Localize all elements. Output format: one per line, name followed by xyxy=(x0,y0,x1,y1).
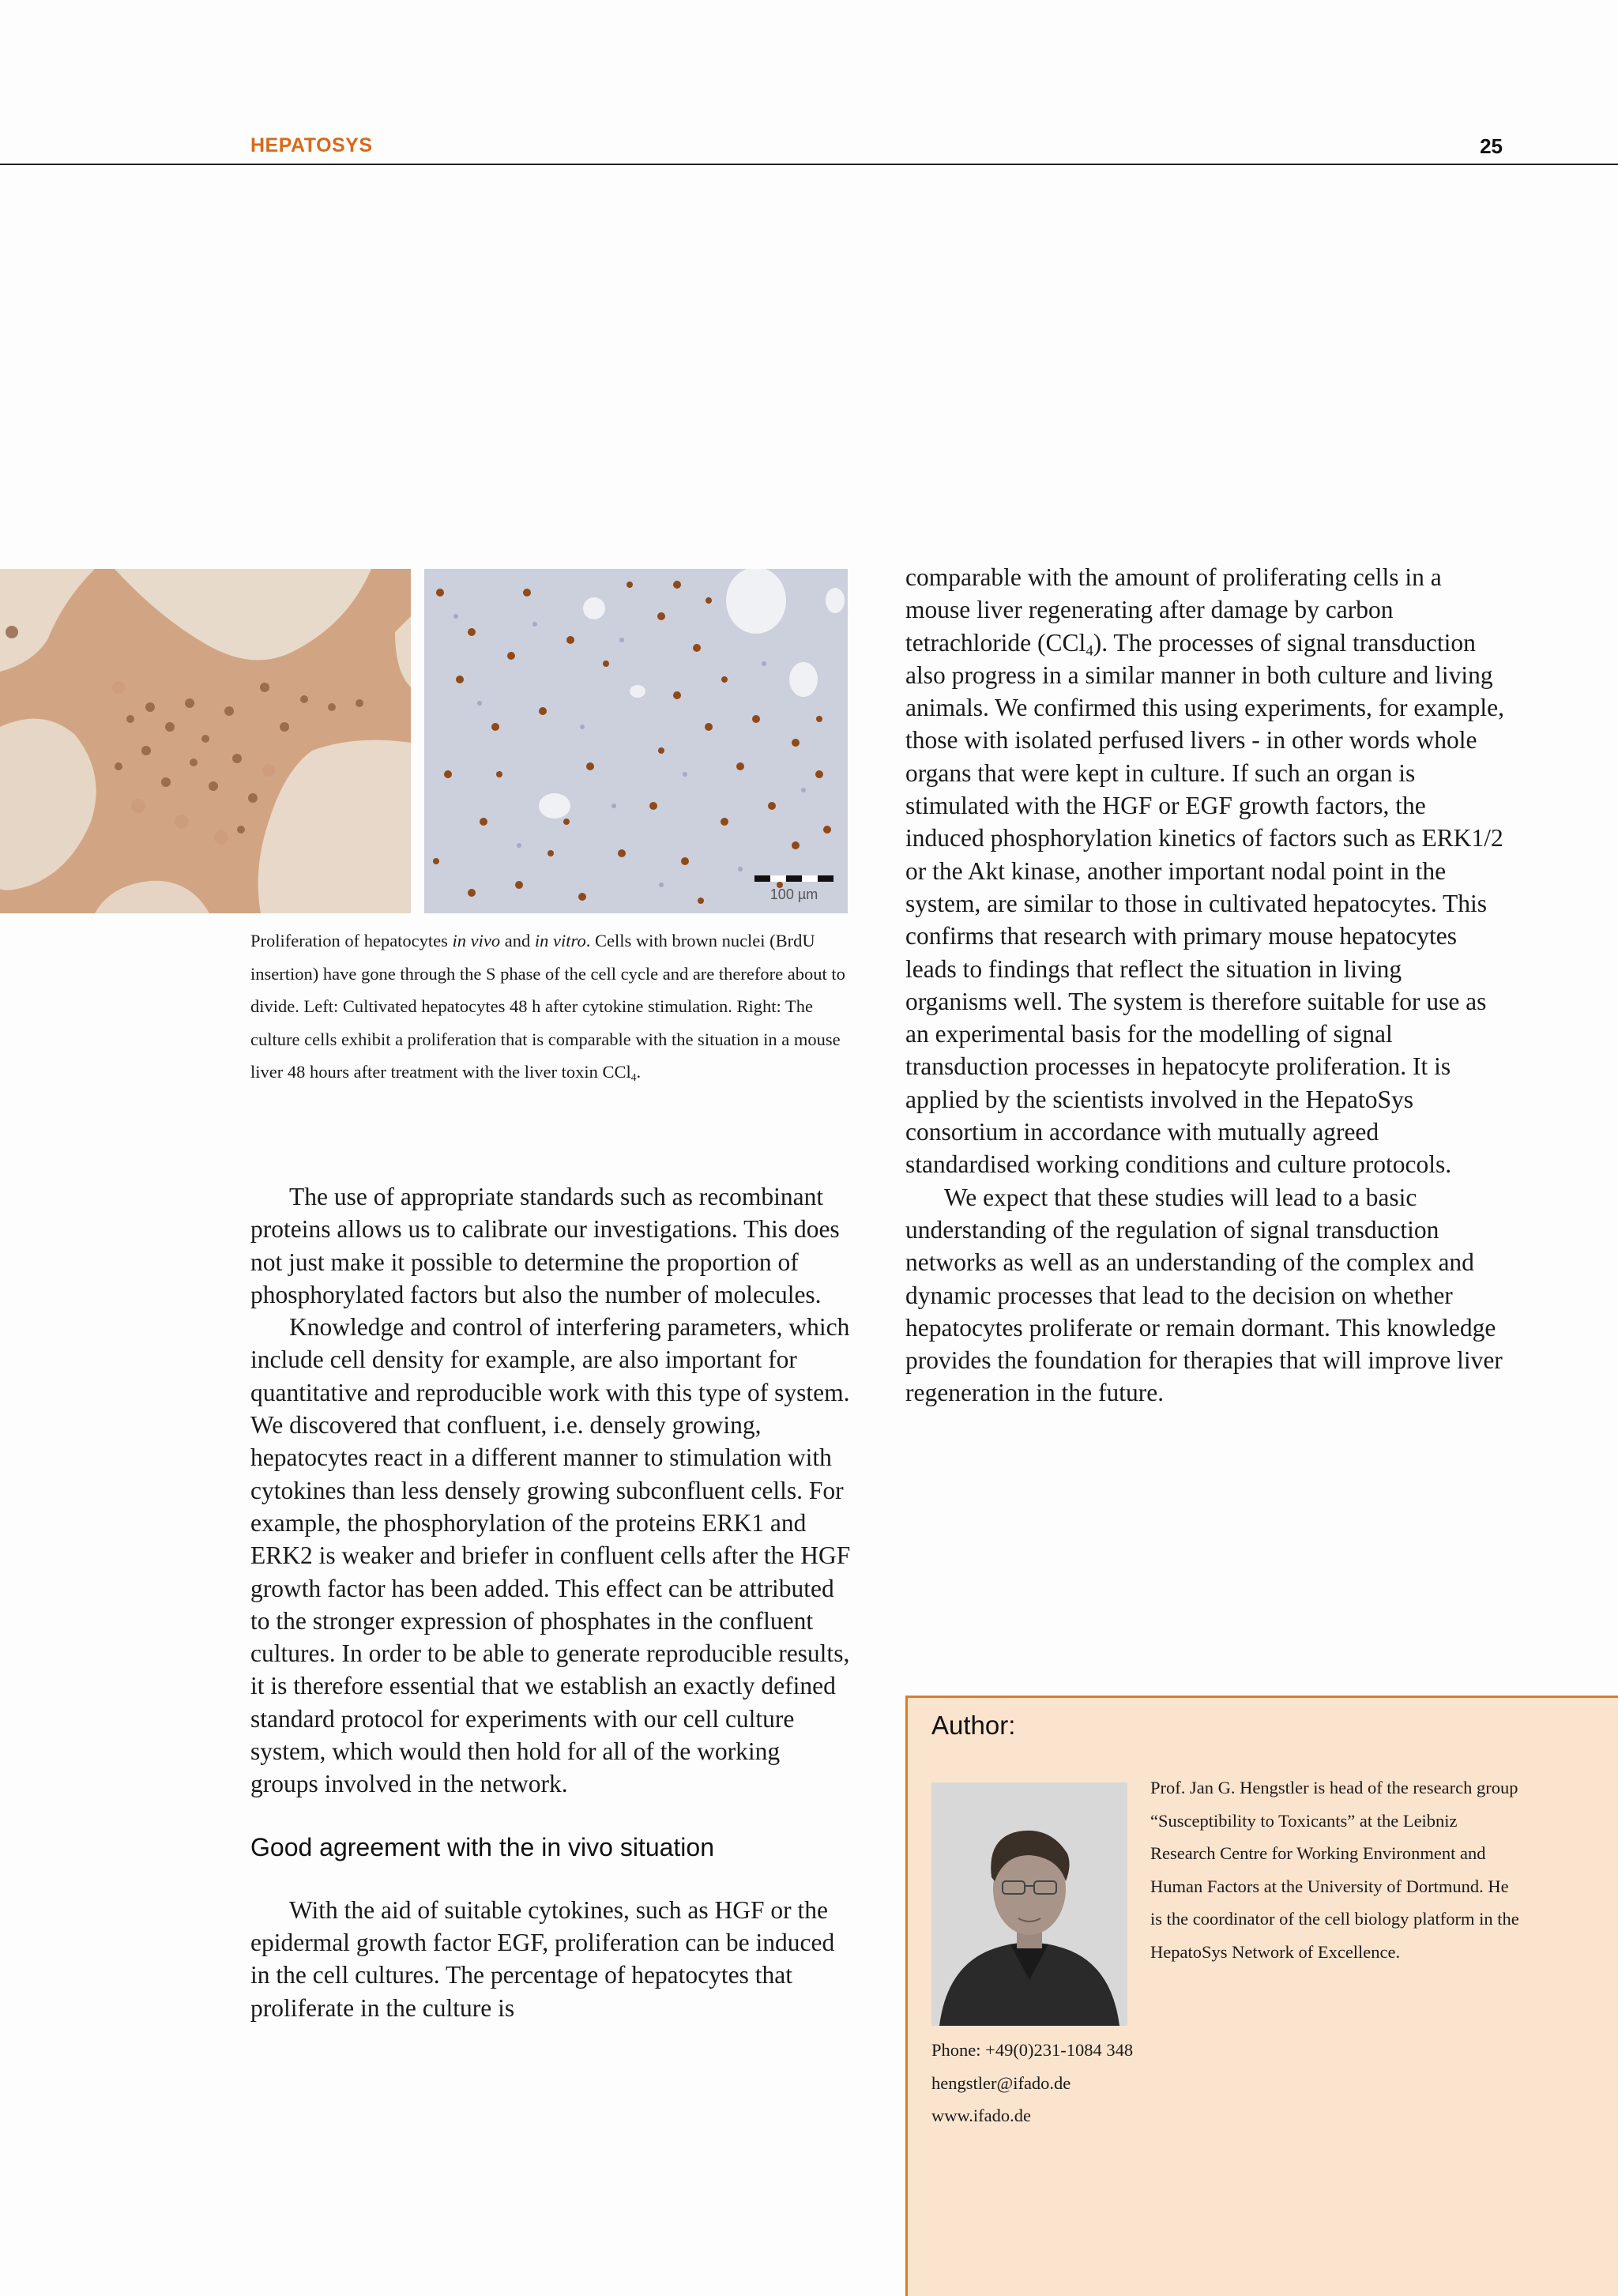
right-text-column xyxy=(905,561,1506,1410)
section-subheading: Good agreement with the in vivo situation xyxy=(250,1832,714,1861)
header-divider xyxy=(0,164,1618,165)
author-box xyxy=(905,1696,1618,2296)
paragraph: With the aid of suitable cytokines, such as HGF or the epidermal growth factor EGF, proliferation can be induced in the cell cultures. The percentage of hepatocytes that proliferate in the culture is xyxy=(250,1895,835,2022)
paragraph: comparable with the amount of proliferating cells in a mouse liver regenerating after damage by carbon tetrachloride (CCl$_4$). The processes of signal transduction also progress in a similar manner in both culture and living animals. We confirmed this using experiments, for example, those with isolated perfused livers - in other words whole organs that were kept in culture. If such an organ is stimulated with the HGF or EGF growth factors, the induced phosphorylation kinetics of factors such as ERK1/2 or the Akt kinase, another important nodal point in the system, are similar to those in cultivated hepatocytes. This confirms that research with primary mouse hepatocytes leads to findings that reflect the situation in living organisms well. The system is therefore suitable for use as an experimental basis for the modelling of signal transduction processes in hepatocyte proliferation. It is applied by the scientists involved in the HepatoSys consortium in accordance with mutually agreed standardised working conditions and culture protocols. xyxy=(905,563,1504,1179)
section-title: HEPATOSYS xyxy=(250,134,373,156)
paragraph: The use of appropriate standards such as recombinant proteins allows us to calibrate our investigations. This does not just make it possible to determine the proportion of phosphorylated factors but also the number of molecules. xyxy=(250,1183,840,1308)
email-link[interactable]: hengstler@ifado.de xyxy=(931,2072,1071,2093)
author-portrait xyxy=(931,1782,1127,2026)
author-heading: Author: xyxy=(931,1711,1016,1740)
figure-caption: Proliferation of hepatocytes in vivo and in vitro. Cells with brown nuclei (BrdU insertion) have gone through the S phase of the cell cycle and are therefore about to divide. Left: Cultivated hepatocytes 48 h after cytokine stimulation. Right: The culture cells exhibit a proliferation that is comparable with the situation in a mouse liver 48 hours after treatment with the liver toxin CCl$_4$. xyxy=(250,931,845,1084)
paragraph: We expect that these studies will lead to a basic understanding of the regulation of signal transduction networks as well as an understanding of the complex and dynamic processes that lead to the decision on whether hepatocytes proliferate or remain dormant. This knowledge provides the foundation for therapies that will improve liver regeneration in the future. xyxy=(905,1183,1503,1407)
page-number: 25 xyxy=(1480,134,1503,158)
left-text-column xyxy=(250,1180,851,2024)
paragraph: Knowledge and control of interfering parameters, which include cell density for example, are also important for quantitative and reproducible work with this type of system. We discovered that confluent, i.e. densely growing, hepatocytes react in a different manner to stimulation with cytokines than less densely growing subconfluent cells. For example, the phosphorylation of the proteins ERK1 and ERK2 is weaker and briefer in confluent cells after the HGF growth factor has been added. This effect can be attributed to the stronger expression of phosphates in the confluent cultures. In order to be able to generate reproducible results, it is therefore essential that we establish an exactly defined standard protocol for experiments with our cell culture system, which would then hold for all of the working groups involved in the network. xyxy=(250,1313,851,1798)
cultivated-hepatocytes-micrograph xyxy=(0,569,411,913)
scale-bar-label: 100 µm xyxy=(769,886,818,902)
phone-number: Phone: +49(0)231-1084 348 xyxy=(931,2040,1134,2060)
author-contact xyxy=(931,2034,1133,2132)
author-bio: Prof. Jan G. Hengstler is head of the research group “Susceptibility to Toxicants” at the Leibniz Research Centre for Working Environment and Human Factors at the University of Dortmund. He is the coordinator of the cell biology platform in the HepatoSys Network of Excellence. xyxy=(1150,1778,1519,1962)
liver-tissue-micrograph xyxy=(424,569,848,913)
website-link[interactable]: www.ifado.de xyxy=(931,2106,1032,2125)
